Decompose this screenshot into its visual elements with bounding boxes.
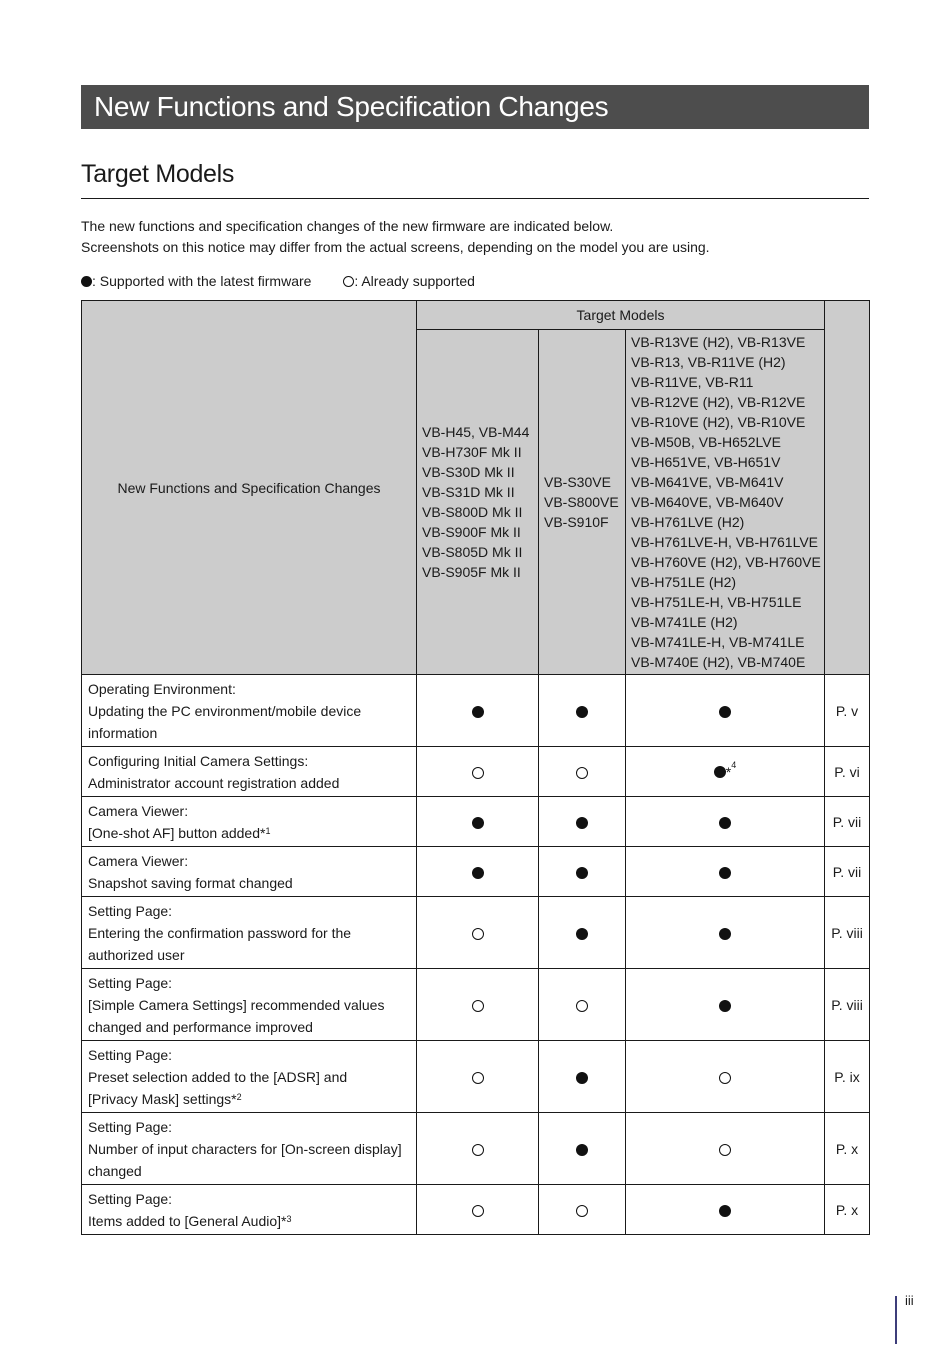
function-text: Administrator account registration added xyxy=(88,774,340,791)
function-text: information xyxy=(88,724,158,741)
support-mark-cell xyxy=(626,747,825,797)
support-mark-cell xyxy=(626,1041,825,1113)
open-circle-icon xyxy=(576,1000,588,1012)
support-mark-cell xyxy=(417,1041,539,1113)
footnote-marker: 3 xyxy=(286,1213,292,1224)
page-ref-cell: P. x xyxy=(825,1113,870,1185)
filled-circle-icon xyxy=(719,1000,731,1012)
support-mark-cell xyxy=(417,969,539,1041)
page-banner xyxy=(81,85,869,129)
function-line xyxy=(88,872,410,894)
page-ref-cell: P. vi xyxy=(825,747,870,797)
function-cell xyxy=(82,797,417,847)
model-name: VB-H761LVE-H, VB-H761LVE xyxy=(631,534,819,550)
function-text: Setting Page: xyxy=(88,1118,173,1135)
table-row xyxy=(82,1041,870,1113)
filled-circle-icon xyxy=(719,706,731,718)
function-line xyxy=(88,750,410,772)
function-text: Setting Page: xyxy=(88,974,173,991)
spec-changes-table xyxy=(81,300,870,1235)
legend-item-already-supported xyxy=(343,271,475,291)
function-text: Setting Page: xyxy=(88,902,173,919)
banner-title: New Functions and Specification Changes xyxy=(94,91,609,122)
table-row xyxy=(82,1185,870,1235)
model-name: VB-M640VE, VB-M640V xyxy=(631,494,784,510)
model-name: VB-M740E (H2), VB-M740E xyxy=(631,654,806,670)
function-cell xyxy=(82,1185,417,1235)
function-text: Configuring Initial Camera Settings: xyxy=(88,752,309,769)
model-group-1 xyxy=(417,330,539,675)
legend-label: : Already supported xyxy=(354,273,475,289)
model-name: VB-S910F xyxy=(544,514,609,530)
function-line xyxy=(88,1088,410,1110)
model-name: VB-S800D Mk II xyxy=(422,504,523,520)
open-circle-icon xyxy=(472,1205,484,1217)
function-line xyxy=(88,700,410,722)
function-line xyxy=(88,800,410,822)
open-circle-icon xyxy=(472,1000,484,1012)
function-line xyxy=(88,994,410,1016)
table-row xyxy=(82,1113,870,1185)
model-name: VB-R10VE (H2), VB-R10VE xyxy=(631,414,806,430)
model-name: VB-M741LE-H, VB-M741LE xyxy=(631,634,805,650)
intro-text xyxy=(81,216,710,258)
support-mark-cell xyxy=(626,1185,825,1235)
function-text: changed xyxy=(88,1162,142,1179)
target-models-header: Target Models xyxy=(417,301,825,330)
filled-circle-icon xyxy=(576,706,588,718)
function-line xyxy=(88,1066,410,1088)
function-cell xyxy=(82,969,417,1041)
model-name: VB-M50B, VB-H652LVE xyxy=(631,434,781,450)
table-row xyxy=(82,969,870,1041)
filled-circle-icon xyxy=(719,817,731,829)
function-text: Preset selection added to the [ADSR] and xyxy=(88,1068,348,1085)
model-name: VB-M741LE (H2) xyxy=(631,614,738,630)
page-ref-cell: P. v xyxy=(825,675,870,747)
section-title: Target Models xyxy=(81,160,235,188)
function-text: Updating the PC environment/mobile device xyxy=(88,702,362,719)
legend-item-supported-latest xyxy=(81,271,311,291)
footnote-marker: 2 xyxy=(236,1091,242,1102)
support-mark-cell xyxy=(417,747,539,797)
page-ref-cell: P. vii xyxy=(825,797,870,847)
model-name: VB-H751LE-H, VB-H751LE xyxy=(631,594,802,610)
function-line xyxy=(88,772,410,794)
filled-circle-icon xyxy=(719,1205,731,1217)
model-name: VB-H751LE (H2) xyxy=(631,574,737,590)
support-mark-cell xyxy=(417,675,539,747)
support-mark-cell xyxy=(539,897,626,969)
function-text: Entering the confirmation password for the xyxy=(88,924,352,941)
support-mark-cell xyxy=(539,847,626,897)
model-name: VB-R11VE, VB-R11 xyxy=(631,374,754,390)
function-text: [Simple Camera Settings] recommended values xyxy=(88,996,385,1013)
function-text: Camera Viewer: xyxy=(88,852,189,869)
open-circle-icon xyxy=(472,767,484,779)
table-row xyxy=(82,797,870,847)
support-mark-cell xyxy=(539,797,626,847)
func-column-header: New Functions and Specification Changes xyxy=(82,301,417,675)
function-text: Items added to [General Audio]* xyxy=(88,1212,287,1229)
open-circle-icon xyxy=(719,1144,731,1156)
page-ref-cell: P. ix xyxy=(825,1041,870,1113)
model-name: VB-S805D Mk II xyxy=(422,544,523,560)
mark-note xyxy=(725,760,737,781)
open-circle-icon xyxy=(576,1205,588,1217)
support-mark-cell xyxy=(539,675,626,747)
table-row xyxy=(82,897,870,969)
filled-circle-icon xyxy=(576,1144,588,1156)
function-text: Setting Page: xyxy=(88,1190,173,1207)
open-circle-icon xyxy=(472,1144,484,1156)
model-name: VB-H730F Mk II xyxy=(422,444,522,460)
filled-circle-icon xyxy=(719,928,731,940)
function-text: Camera Viewer: xyxy=(88,802,189,819)
filled-circle-icon xyxy=(719,867,731,879)
function-text: Operating Environment: xyxy=(88,680,236,697)
page-ref-cell: P. viii xyxy=(825,969,870,1041)
model-name: VB-S30D Mk II xyxy=(422,464,515,480)
filled-circle-icon xyxy=(714,766,726,778)
function-cell xyxy=(82,747,417,797)
support-mark-cell xyxy=(539,747,626,797)
model-name: VB-S31D Mk II xyxy=(422,484,515,500)
table-header-row xyxy=(82,301,870,330)
model-name: VB-R13VE (H2), VB-R13VE xyxy=(631,334,806,350)
function-cell xyxy=(82,897,417,969)
function-text: Number of input characters for [On-screen display] xyxy=(88,1140,402,1157)
model-name: VB-S800VE xyxy=(544,494,619,510)
table-row xyxy=(82,847,870,897)
support-mark-cell xyxy=(417,797,539,847)
mark-note-asterisk: * xyxy=(725,764,732,781)
support-mark-cell xyxy=(626,797,825,847)
function-line xyxy=(88,1160,410,1182)
filled-circle-icon xyxy=(472,706,484,718)
model-name: VB-R13, VB-R11VE (H2) xyxy=(631,354,786,370)
support-mark-cell xyxy=(626,675,825,747)
page-number: iii xyxy=(905,1293,914,1308)
function-text: [One-shot AF] button added* xyxy=(88,824,266,841)
function-line xyxy=(88,944,410,966)
filled-circle-icon xyxy=(472,867,484,879)
support-mark-cell xyxy=(539,1041,626,1113)
function-text: Snapshot saving format changed xyxy=(88,874,293,891)
section-divider xyxy=(81,198,869,199)
model-name: VB-S900F Mk II xyxy=(422,524,521,540)
open-circle-icon xyxy=(472,1072,484,1084)
function-cell xyxy=(82,1041,417,1113)
table-row xyxy=(82,675,870,747)
support-mark-cell xyxy=(539,1185,626,1235)
model-name: VB-H760VE (H2), VB-H760VE xyxy=(631,554,821,570)
function-line xyxy=(88,900,410,922)
support-mark-cell xyxy=(417,1185,539,1235)
function-text: authorized user xyxy=(88,946,185,963)
model-name: VB-R12VE (H2), VB-R12VE xyxy=(631,394,806,410)
table-row xyxy=(82,747,870,797)
function-line xyxy=(88,972,410,994)
page-ref-cell: P. viii xyxy=(825,897,870,969)
support-mark-cell xyxy=(417,897,539,969)
footnote-marker: 1 xyxy=(265,825,271,836)
model-name: VB-S905F Mk II xyxy=(422,564,521,580)
footnote-marker: 4 xyxy=(731,760,737,771)
open-circle-icon xyxy=(719,1072,731,1084)
support-mark-cell xyxy=(626,847,825,897)
function-line xyxy=(88,1116,410,1138)
open-circle-icon xyxy=(472,928,484,940)
function-line xyxy=(88,1188,410,1210)
function-line xyxy=(88,678,410,700)
function-line xyxy=(88,1016,410,1038)
intro-line: The new functions and specification changes of the new firmware are indicated below. xyxy=(81,218,614,234)
function-text: changed and performance improved xyxy=(88,1018,313,1035)
function-cell xyxy=(82,847,417,897)
model-group-2 xyxy=(539,330,626,675)
legend-label: : Supported with the latest firmware xyxy=(92,273,312,289)
filled-circle-icon xyxy=(576,928,588,940)
filled-circle-icon xyxy=(576,867,588,879)
open-circle-icon xyxy=(343,276,354,287)
legend xyxy=(81,271,475,291)
model-name: VB-H651VE, VB-H651V xyxy=(631,454,781,470)
support-mark-cell xyxy=(539,1113,626,1185)
page-number-rule xyxy=(895,1296,897,1344)
filled-circle-icon xyxy=(81,276,92,287)
function-line xyxy=(88,922,410,944)
filled-circle-icon xyxy=(576,1072,588,1084)
function-line xyxy=(88,822,410,844)
support-mark-cell xyxy=(626,897,825,969)
function-text: [Privacy Mask] settings* xyxy=(88,1090,237,1107)
function-line xyxy=(88,850,410,872)
function-text: Setting Page: xyxy=(88,1046,173,1063)
function-line xyxy=(88,1044,410,1066)
open-circle-icon xyxy=(576,767,588,779)
support-mark-cell xyxy=(626,1113,825,1185)
function-line xyxy=(88,722,410,744)
support-mark-cell xyxy=(539,969,626,1041)
function-line xyxy=(88,1210,410,1232)
page-ref-cell: P. x xyxy=(825,1185,870,1235)
model-name: VB-H761LVE (H2) xyxy=(631,514,745,530)
function-cell xyxy=(82,1113,417,1185)
page-ref-cell: P. vii xyxy=(825,847,870,897)
intro-line: Screenshots on this notice may differ from the actual screens, depending on the model you are using. xyxy=(81,239,710,255)
filled-circle-icon xyxy=(472,817,484,829)
support-mark-cell xyxy=(417,1113,539,1185)
model-name: VB-M641VE, VB-M641V xyxy=(631,474,784,490)
page-column-header xyxy=(825,301,870,675)
function-line xyxy=(88,1138,410,1160)
model-name: VB-S30VE xyxy=(544,474,611,490)
support-mark-cell xyxy=(417,847,539,897)
filled-circle-icon xyxy=(576,817,588,829)
support-mark-cell xyxy=(626,969,825,1041)
function-cell xyxy=(82,675,417,747)
model-name: VB-H45, VB-M44 xyxy=(422,424,530,440)
model-group-3 xyxy=(626,330,825,675)
